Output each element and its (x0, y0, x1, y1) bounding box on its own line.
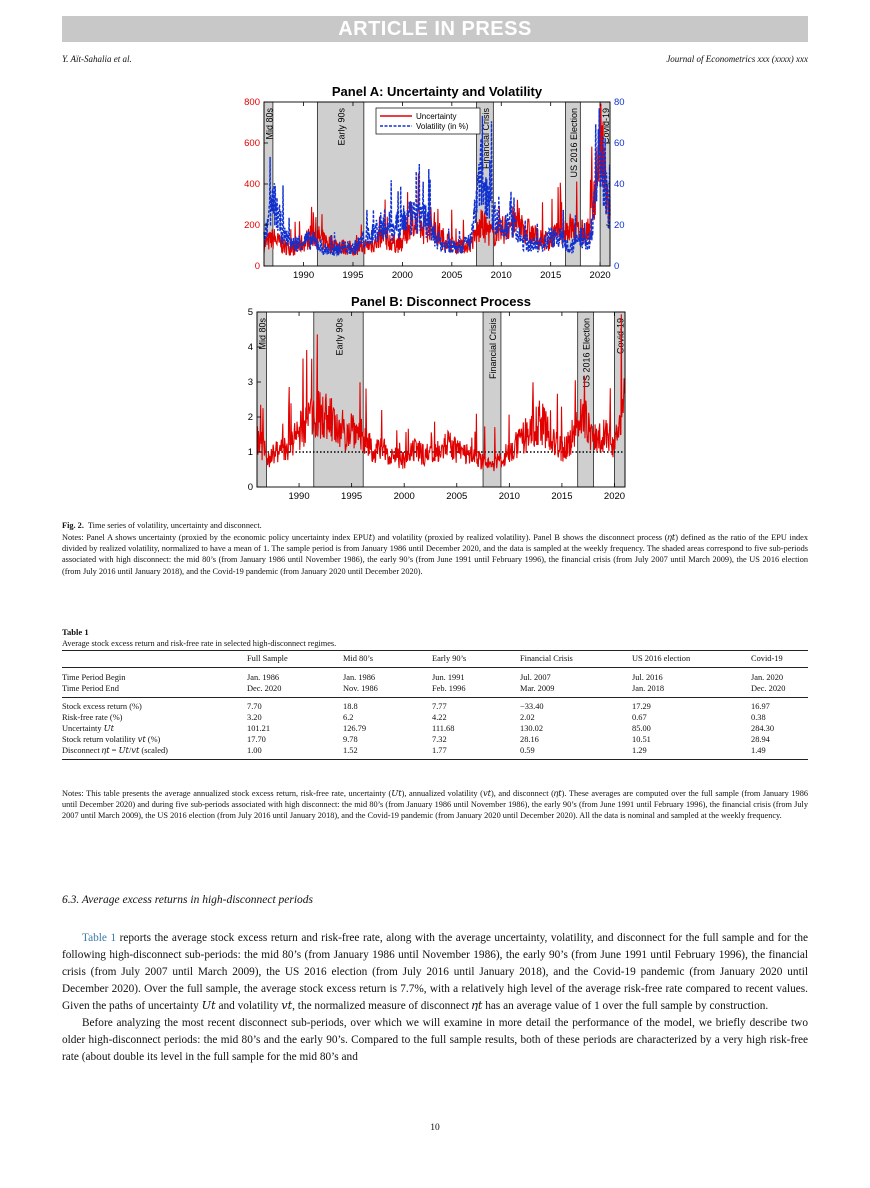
figure-caption (62, 520, 808, 531)
column-header: Financial Crisis (520, 651, 632, 668)
paragraph-text: reports the average stock excess return and risk-free rate, along with the average uncertainty, volatility, and disconnect for the full sample and for the following high-disconnect sub-periods: the mid 80’s (from January 1986 until November 1986), the early 90’s (from June 1991 until February 1996), the financial crisis (from July 2007 until March 2009), the US 2016 election (from July 2016 until January 2018), and the Covid-19 pandemic (from January 2020 until December 2020). Over the full sample, the average stock excess return is 7.7%, with a relatively high level of the average risk-free rate compared to recent values. Given the paths of uncertainty 𝑈𝑡 and volatility 𝑣𝑡, the normalized measure of disconnect 𝜂𝑡 has an average value of 1 over the full sample by construction. (62, 932, 808, 1012)
table-cell: Dec. 2020 (247, 683, 343, 698)
x-tick-label: 2005 (446, 491, 468, 502)
table-cell: 1.49 (751, 745, 808, 760)
body-text (62, 930, 808, 1066)
table-title: Table 1 (62, 627, 89, 637)
x-tick-label: 2010 (490, 270, 512, 281)
y-right-tick-label: 40 (614, 179, 625, 190)
shaded-region-label: Mid 80s (264, 108, 275, 140)
table-cell: 1.52 (343, 745, 432, 760)
y-right-tick-label: 20 (614, 220, 625, 231)
x-tick-label: 2000 (393, 491, 415, 502)
series-line-0 (257, 314, 625, 471)
figure-title: Time series of volatility, uncertainty and disconnect. (87, 521, 262, 530)
table-cell: Risk-free rate (%) (62, 713, 123, 722)
shaded-region-label: Financial Crisis (487, 318, 498, 380)
table-cell: 111.68 (432, 724, 455, 733)
table-cell: 17.29 (632, 702, 651, 711)
table-cell: Disconnect 𝜂𝑡 = 𝑈𝑡/𝑣𝑡 (scaled) (62, 745, 247, 760)
table-cell: Jul. 2016 (632, 673, 663, 682)
panel-b-chart (200, 288, 660, 510)
table-cell: 130.02 (520, 724, 544, 733)
table-cell: 2.02 (520, 713, 535, 722)
shaded-region-label: Covid-19 (615, 318, 626, 355)
table-cell: Jan. 2018 (632, 683, 751, 698)
x-tick-label: 2015 (540, 270, 562, 281)
y-tick-label: 3 (247, 377, 253, 388)
table-cell: 1.29 (632, 745, 751, 760)
shaded-region-label: Financial Crisis (480, 108, 491, 170)
y-tick-label: 1 (247, 447, 253, 458)
table-cell: 126.79 (343, 724, 367, 733)
table-cell: Dec. 2020 (751, 683, 808, 698)
panel-a-chart (200, 78, 660, 286)
table-subtitle: Average stock excess return and risk-free rate in selected high-disconnect regimes. (62, 639, 337, 648)
table-cell: 18.8 (343, 702, 358, 711)
table-cell: Stock return volatility 𝑣𝑡 (%) (62, 735, 161, 744)
table-cell: 1.77 (432, 745, 520, 760)
table-cell: 85.00 (632, 724, 651, 733)
table-reference-link[interactable]: Table 1 (82, 932, 117, 944)
x-tick-label: 2015 (551, 491, 573, 502)
table-row (62, 745, 808, 760)
table-cell: Stock excess return (%) (62, 702, 142, 711)
y-tick-label: 800 (244, 97, 260, 108)
table-cell: 1.00 (247, 745, 343, 760)
table-cell: 0.59 (520, 745, 632, 760)
y-tick-label: 200 (244, 220, 260, 231)
section-heading: 6.3. Average excess returns in high-disconnect periods (62, 894, 314, 906)
table-row (62, 683, 808, 698)
shaded-region-label: US 2016 Election (581, 318, 592, 388)
table-cell: 10.51 (632, 735, 651, 744)
table-cell: Mar. 2009 (520, 683, 632, 698)
table-cell: 9.78 (343, 735, 358, 744)
table-cell: 17.70 (247, 735, 266, 744)
table-cell: Time Period Begin (62, 673, 126, 682)
table-header-row (62, 651, 808, 668)
table-cell: Jan. 1986 (343, 673, 376, 682)
table-notes: Notes: This table presents the average annualized stock excess return, risk-free rate, uncertainty (𝑈𝑡), annualized volatility (𝑣𝑡), and disconnect (𝜂𝑡). These averages are computed over the full sample (from January 1986 until December 2020) and during five sub-periods associated with high disconnect: the mid 80’s (from January 1986 until November 1986), the early 90’s (from June 1991 until February 1996), the financial crisis (from July 2007 until March 2009), the US 2016 election (from July 2016 until January 2018), and the Covid-19 pandemic (from January 2020 until December 2020). All the data is nominal and sampled at the weekly frequency. (62, 789, 808, 821)
x-tick-label: 1990 (288, 491, 310, 502)
shaded-region-label: Mid 80s (257, 318, 268, 350)
y-tick-label: 600 (244, 138, 260, 149)
table-row (62, 668, 808, 684)
shaded-region-label: US 2016 Election (568, 108, 579, 178)
x-tick-label: 1995 (342, 270, 364, 281)
y-tick-label: 2 (247, 412, 253, 423)
legend-label: Volatility (in %) (416, 122, 469, 131)
shaded-region-label: Early 90s (334, 318, 345, 356)
chart-title: Panel B: Disconnect Process (351, 294, 531, 309)
table-row (62, 734, 808, 745)
table-cell: Jun. 1991 (432, 673, 465, 682)
chart-title: Panel A: Uncertainty and Volatility (331, 84, 543, 99)
table-cell: 0.38 (751, 713, 766, 722)
table-cell: 7.77 (432, 702, 447, 711)
page-number: 10 (430, 1123, 440, 1133)
legend-label: Uncertainty (416, 112, 457, 121)
y-tick-label: 5 (247, 307, 253, 318)
table-cell: Uncertainty 𝑈𝑡 (62, 724, 115, 733)
running-head-authors: Y. Aït-Sahalia et al. (62, 54, 132, 64)
article-in-press-banner: ARTICLE IN PRESS (62, 16, 808, 42)
y-tick-label: 0 (254, 261, 260, 272)
y-right-tick-label: 0 (614, 261, 620, 272)
table-row (62, 712, 808, 723)
shaded-region-label: Early 90s (336, 108, 347, 146)
figure-label: Fig. 2. (62, 521, 84, 530)
table-cell: 16.97 (751, 702, 770, 711)
table-cell: 28.94 (751, 735, 770, 744)
table-cell: 4.22 (432, 713, 447, 722)
table-cell: 284.30 (751, 724, 775, 733)
column-header: Full Sample (247, 651, 343, 668)
table-cell: Jan. 2020 (751, 673, 784, 682)
table-cell: Time Period End (62, 683, 247, 698)
table-row (62, 698, 808, 713)
y-tick-label: 0 (247, 482, 253, 493)
x-tick-label: 2010 (498, 491, 520, 502)
table-cell: Jan. 1986 (247, 673, 280, 682)
figure-notes: Notes: Panel A shows uncertainty (proxied by the economic policy uncertainty index EPU𝑡) and volatility (proxied by realized volatility). Panel B shows the disconnect process (𝜂𝑡) defined as the ratio of the EPU index divided by realized volatility, normalized to have a mean of 1. The sample period is from January 1986 until December 2020, and the data is sampled at the weekly frequency. The shaded areas correspond to five sub-periods associated with high disconnect: the mid 80’s (from January 1986 until November 1986), the early 90’s (from June 1991 until February 1996), the financial crisis (from July 2007 until March 2009), the US 2016 election (from July 2016 until January 2018), and the Covid-19 pandemic (from January 2020 until December 2020). (62, 533, 808, 576)
shaded-region-label: Covid-19 (601, 108, 612, 145)
paragraph: Before analyzing the most recent disconnect sub-periods, over which we will examine in more detail the performance of the model, we briefly describe two older high-disconnect periods: the mid 80’s and the early 90’s. Compared to the full sample results, both of these periods are characterized by a very high risk-free rate (about double its level in the full sample for the mid 80’s and (62, 1017, 808, 1063)
x-tick-label: 2000 (391, 270, 413, 281)
table-cell: 3.20 (247, 713, 262, 722)
table-cell: 7.32 (432, 735, 447, 744)
x-tick-label: 2020 (603, 491, 626, 502)
column-header (62, 651, 247, 668)
table-cell: 6.2 (343, 713, 354, 722)
column-header: US 2016 election (632, 651, 751, 668)
table-cell: 28.16 (520, 735, 539, 744)
paragraph (62, 930, 808, 1015)
table-row (62, 723, 808, 734)
x-tick-label: 1995 (341, 491, 363, 502)
table-cell: Nov. 1986 (343, 683, 432, 698)
table-cell: 0.67 (632, 713, 647, 722)
column-header: Mid 80’s (343, 651, 432, 668)
running-head-journal: Journal of Econometrics xxx (xxxx) xxx (666, 54, 808, 64)
y-right-tick-label: 80 (614, 97, 625, 108)
table-cell: Feb. 1996 (432, 683, 520, 698)
table-cell: 101.21 (247, 724, 271, 733)
y-right-tick-label: 60 (614, 138, 625, 149)
y-tick-label: 400 (244, 179, 260, 190)
x-tick-label: 2005 (441, 270, 463, 281)
x-tick-label: 1990 (292, 270, 315, 281)
x-tick-label: 2020 (589, 270, 611, 281)
table-cell: −33.40 (520, 702, 544, 711)
table-cell: 7.70 (247, 702, 262, 711)
column-header: Early 90’s (432, 651, 520, 668)
column-header: Covid-19 (751, 651, 808, 668)
results-table (62, 650, 808, 760)
table-cell: Jul. 2007 (520, 673, 551, 682)
y-tick-label: 4 (247, 342, 253, 353)
